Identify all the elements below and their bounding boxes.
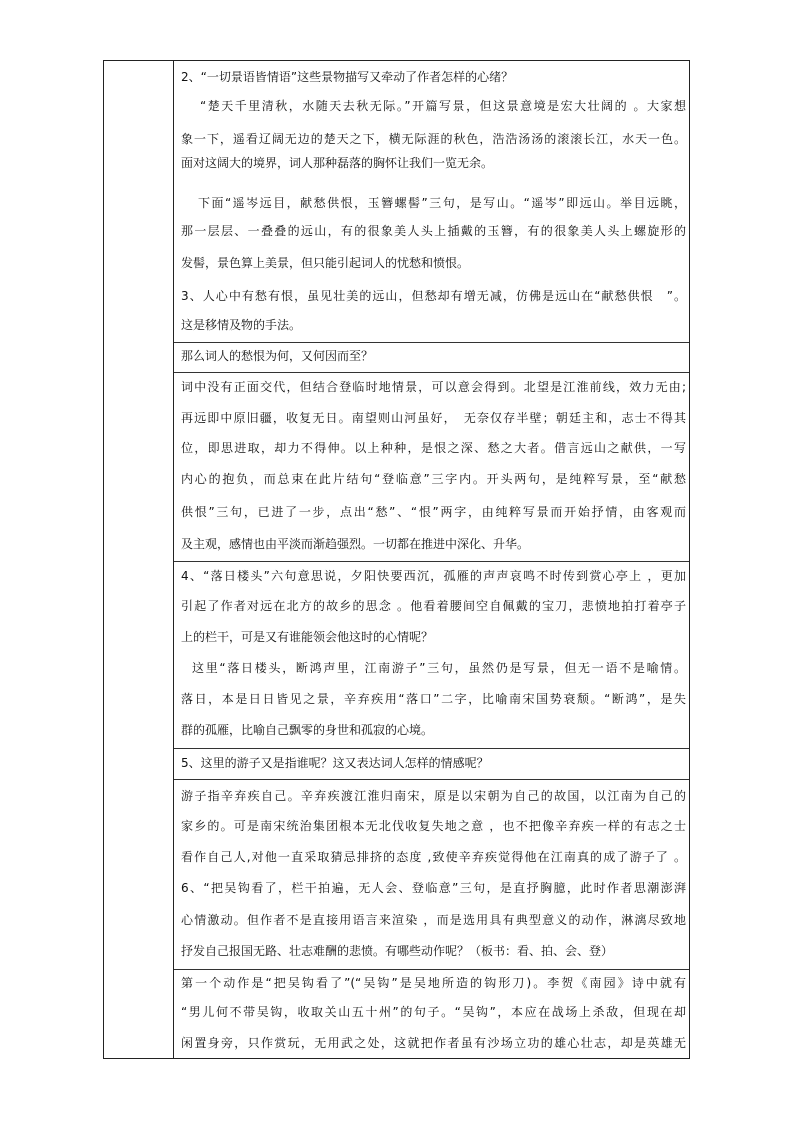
text-line: 引起了作者对远在北方的故乡的思念 。他看着腰间空自佩戴的宝刀，悲愤地拍打着亭子 <box>181 599 686 613</box>
question-heading: 那么词人的愁恨为何，又何因而至？ <box>181 349 374 363</box>
text-line: 抒发自己报国无路、壮志难酬的悲愤。有哪些动作呢？（板书：看、拍、会、登） <box>181 944 614 958</box>
text-line: 发髻，景色算上美景，但只能引起词人的忧愁和愤恨。 <box>181 256 470 270</box>
text-line: 象一下，遥看辽阔无边的楚天之下，横无际涯的秋色，浩浩汤汤的滚滚长江，水天一色。 <box>181 132 686 146</box>
text-line: 游子指辛弃疾自己。辛弃疾渡江淮归南宋，原是以宋朝为自己的故国，以江南为自己的 <box>181 789 686 803</box>
text-line: 闲置身旁，只作赏玩，无用武之处，这就把作者虽有沙场立功的雄心壮志，却是英雄无 <box>181 1036 686 1050</box>
text-line: 供恨”三句，已进了一步，点出“愁”、“恨”两字，由纯粹写景而开始抒情，由客观而 <box>181 505 686 519</box>
text-line: 心情激动。但作者不是直接用语言来渲染 ，而是选用具有典型意义的动作，淋漓尽致地 <box>181 913 686 927</box>
text-line: 落日，本是日日皆见之景，辛弃疾用“落口”二字，比喻南宋国势衰颓。“断鸿”，是失 <box>181 692 686 706</box>
text-line: “男儿何不带吴钩，收取关山五十州”的句子。“吴钩”，本应在战场上杀敌，但现在却 <box>181 1005 686 1019</box>
text-line: 家乡的。可是南宋统治集团根本无北伐收复失地之意 ，也不把像辛弃疾一样的有志之士 <box>181 819 686 833</box>
row-divider <box>174 748 689 749</box>
row-divider <box>174 372 689 373</box>
row-divider <box>174 561 689 562</box>
text-line: 那一层层、一叠叠的远山，有的很象美人头上插戴的玉簪，有的很象美人头上螺旋形的 <box>181 224 686 238</box>
text-line: 群的孤雁，比喻自己飘零的身世和孤寂的心境。 <box>181 723 434 737</box>
text-line: 面对这阔大的境界，词人那种磊落的胸怀让我们一览无余。 <box>181 156 494 170</box>
text-line: 内心的抱负，而总束在此片结句“登临意”三字内。开头两句，是纯粹写景，至“献愁 <box>181 472 686 486</box>
question-heading: 4、“落日楼头”六句意思说，夕阳快要西沉，孤雁的声声哀鸣不时传到赏心亭上 ，更加 <box>181 569 686 583</box>
text-line: 位，即思进取，却力不得伸。以上种种，是恨之深、愁之大者。借言远山之献供，一写 <box>181 441 686 455</box>
text-line: 看作自己人,对他一直采取猜忌排挤的态度 ,致使辛弃疾觉得他在江南真的成了游子了 。 <box>181 850 686 864</box>
text-line: 词中没有正面交代，但结合登临时地情景，可以意会得到。北望是江淮前线，效力无由; <box>181 380 686 394</box>
question-heading: 6、“把吴钩看了，栏干拍遍，无人会、登临意”三句，是直抒胸臆，此时作者思潮澎湃 <box>181 881 686 895</box>
question-heading: 2、“一切景语皆情语”这些景物描写又牵动了作者怎样的心绪？ <box>181 70 514 84</box>
row-divider <box>174 779 689 780</box>
text-line: 再远即中原旧疆，收复无日。南望则山河虽好， 无奈仅存半壁；朝廷主和，志士不得其 <box>181 411 686 425</box>
text-line: 这里“落日楼头，断鸿声里，江南游子”三句，虽然仍是写景，但无一语不是喻情。 <box>192 661 686 675</box>
text-line: 下面“遥岑远目，献愁供恨，玉簪螺髻”三句，是写山。“遥岑”即远山。举目远眺， <box>198 196 686 210</box>
text-line: 这是移情及物的手法。 <box>181 318 302 332</box>
question-heading: 5、这里的游子又是指谁呢？这又表达词人怎样的情感呢？ <box>181 756 489 770</box>
question-heading: 3、人心中有愁有恨，虽见壮美的远山，但愁却有增无减，仿佛是远山在“献愁供恨 ”。 <box>181 289 686 303</box>
text-line: 及主观，感情也由平淡而渐趋强烈。一切都在推进中深化、升华。 <box>181 537 530 551</box>
label-cell <box>104 61 173 1058</box>
text-line: 上的栏干，可是又有谁能领会他这时的心情呢？ <box>181 630 434 644</box>
text-line: “楚天千里清秋，水随天去秋无际。”开篇写景，但这景意境是宏大壮阔的 。大家想 <box>200 99 686 113</box>
text-line: 第一个动作是“把吴钩看了”(“吴钩”是吴地所造的钩形刀)。李贺《南园》诗中就有 <box>181 976 686 990</box>
row-divider <box>174 969 689 970</box>
row-divider <box>174 342 689 343</box>
